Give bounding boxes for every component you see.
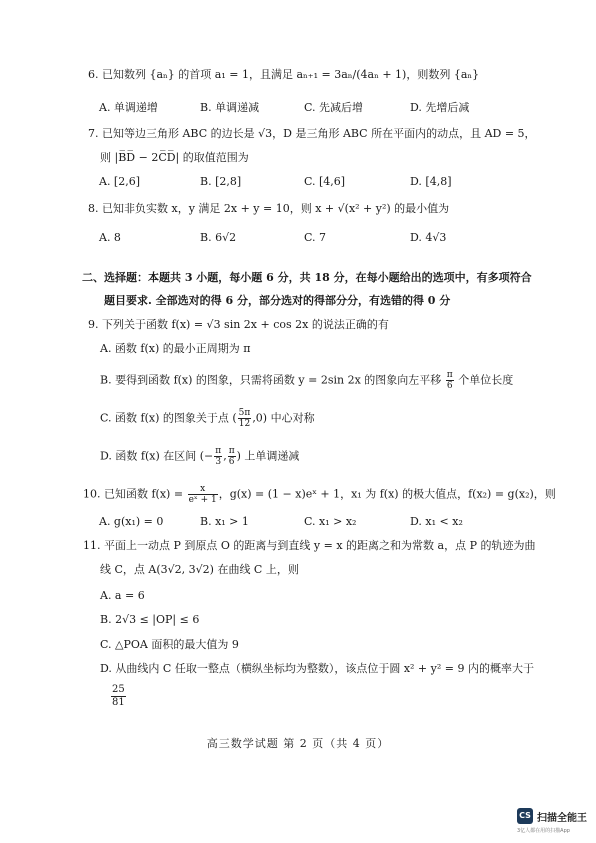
q7-option-b: B. [2,8] [200, 175, 242, 188]
camscanner-logo-icon: CS [517, 808, 533, 824]
q9-option-b: B. 要得到函数 f(x) 的图象，只需将函数 y = 2sin 2x 的图象向左平移 $\frac{\pi}{6}$ 个单位长度 [100, 370, 514, 391]
section2-heading-line2: 题目要求. 全部选对的得 6 分，部分选对的得部分分，有选错的得 0 分 [104, 294, 451, 307]
q7-option-d: D. [4,8] [410, 175, 452, 188]
q11-stem-line2: 线 C，点 A(3√2, 3√2) 在曲线 C 上，则 [100, 563, 299, 576]
q7-option-c: C. [4,6] [304, 175, 346, 188]
q10-fraction: $\frac{x}{\text{eˣ + 1}}$ [188, 484, 217, 505]
section2-heading-line1: 二、选择题：本题共 3 小题，每小题 6 分，共 18 分，在每小题给出的选项中，有多项符合 [82, 271, 532, 284]
q10-option-a: A. g(x₁) = 0 [99, 515, 164, 528]
q8-option-d: D. 4√3 [410, 231, 447, 244]
q10-option-c: C. x₁ > x₂ [304, 515, 357, 528]
q9-option-c: C. 函数 f(x) 的图象关于点 ( $\frac{5\pi}{12}$ ,0) 中心对称 [100, 408, 315, 429]
q10-option-b: B. x₁ > 1 [200, 515, 249, 528]
q9-d-fraction-2: $\frac{\pi}{6}$ [228, 446, 235, 467]
q7-stem-line2: 则 |B̅D̅ − 2C̅D̅| 的取值范围为 [100, 151, 249, 164]
q8-option-c: C. 7 [304, 231, 327, 244]
q9-c-fraction: $\frac{5\pi}{12}$ [238, 408, 251, 429]
q6-option-c: C. 先减后增 [304, 101, 364, 114]
q6-option-b: B. 单调递减 [200, 101, 260, 114]
q8-option-a: A. 8 [99, 231, 121, 244]
q8-stem: 8. 已知非负实数 x，y 满足 2x + y = 10，则 x + √(x² + y²) 的最小值为 [88, 202, 450, 215]
q9-option-a: A. 函数 f(x) 的最小正周期为 π [100, 342, 251, 355]
q11-d-fraction: $\frac{25}{81}$ [112, 684, 125, 708]
q10-option-d: D. x₁ < x₂ [410, 515, 463, 528]
q6-stem: 6. 已知数列 {aₙ} 的首项 a₁ = 1，且满足 aₙ₊₁ = 3aₙ/(4aₙ + 1)，则数列 {aₙ} [88, 68, 480, 81]
camscanner-watermark [517, 806, 589, 838]
camscanner-subtitle: 3亿人都在用的扫描App [517, 828, 570, 834]
q7-stem-line1: 7. 已知等边三角形 ABC 的边长是 √3，D 是三角形 ABC 所在平面内的动点，且 AD = 5， [88, 127, 536, 140]
q11-option-a: A. a = 6 [100, 589, 145, 602]
q7-option-a: A. [2,6] [99, 175, 141, 188]
q9-d-fraction-1: $\frac{\pi}{3}$ [215, 446, 222, 467]
q8-option-b: B. 6√2 [200, 231, 237, 244]
q11-option-b: B. 2√3 ≤ |OP| ≤ 6 [100, 613, 200, 626]
q10-stem: 10. 已知函数 f(x) = $\frac{x}{\text{eˣ + 1}}$ ，g(x) = (1 − x)eˣ + 1，x₁ 为 f(x) 的极大值点，f(x₂) = g(x₂)，则 [83, 484, 556, 505]
q6-option-a: A. 单调递增 [99, 101, 158, 114]
q11-option-d: D. 从曲线内 C 任取一整点（横纵坐标均为整数），该点位于圆 x² + y² = 9 内的概率大于 [100, 662, 534, 675]
q9-stem: 9. 下列关于函数 f(x) = √3 sin 2x + cos 2x 的说法正确的有 [88, 318, 389, 331]
q11-stem-line1: 11. 平面上一动点 P 到原点 O 的距离与到直线 y = x 的距离之和为常数 a，点 P 的轨迹为曲 [83, 539, 536, 552]
q9-option-d: D. 函数 f(x) 在区间 (− $\frac{\pi}{3}$ , $\frac{\pi}{6}$ ) 上单调递减 [100, 446, 300, 467]
camscanner-title: 扫描全能王 [537, 813, 587, 824]
page-footer: 高三数学试题 第 2 页（共 4 页） [206, 737, 390, 750]
q11-option-c: C. △POA 面积的最大值为 9 [100, 638, 239, 651]
q9-b-fraction: $\frac{\pi}{6}$ [446, 370, 453, 391]
q6-option-d: D. 先增后减 [410, 101, 470, 114]
